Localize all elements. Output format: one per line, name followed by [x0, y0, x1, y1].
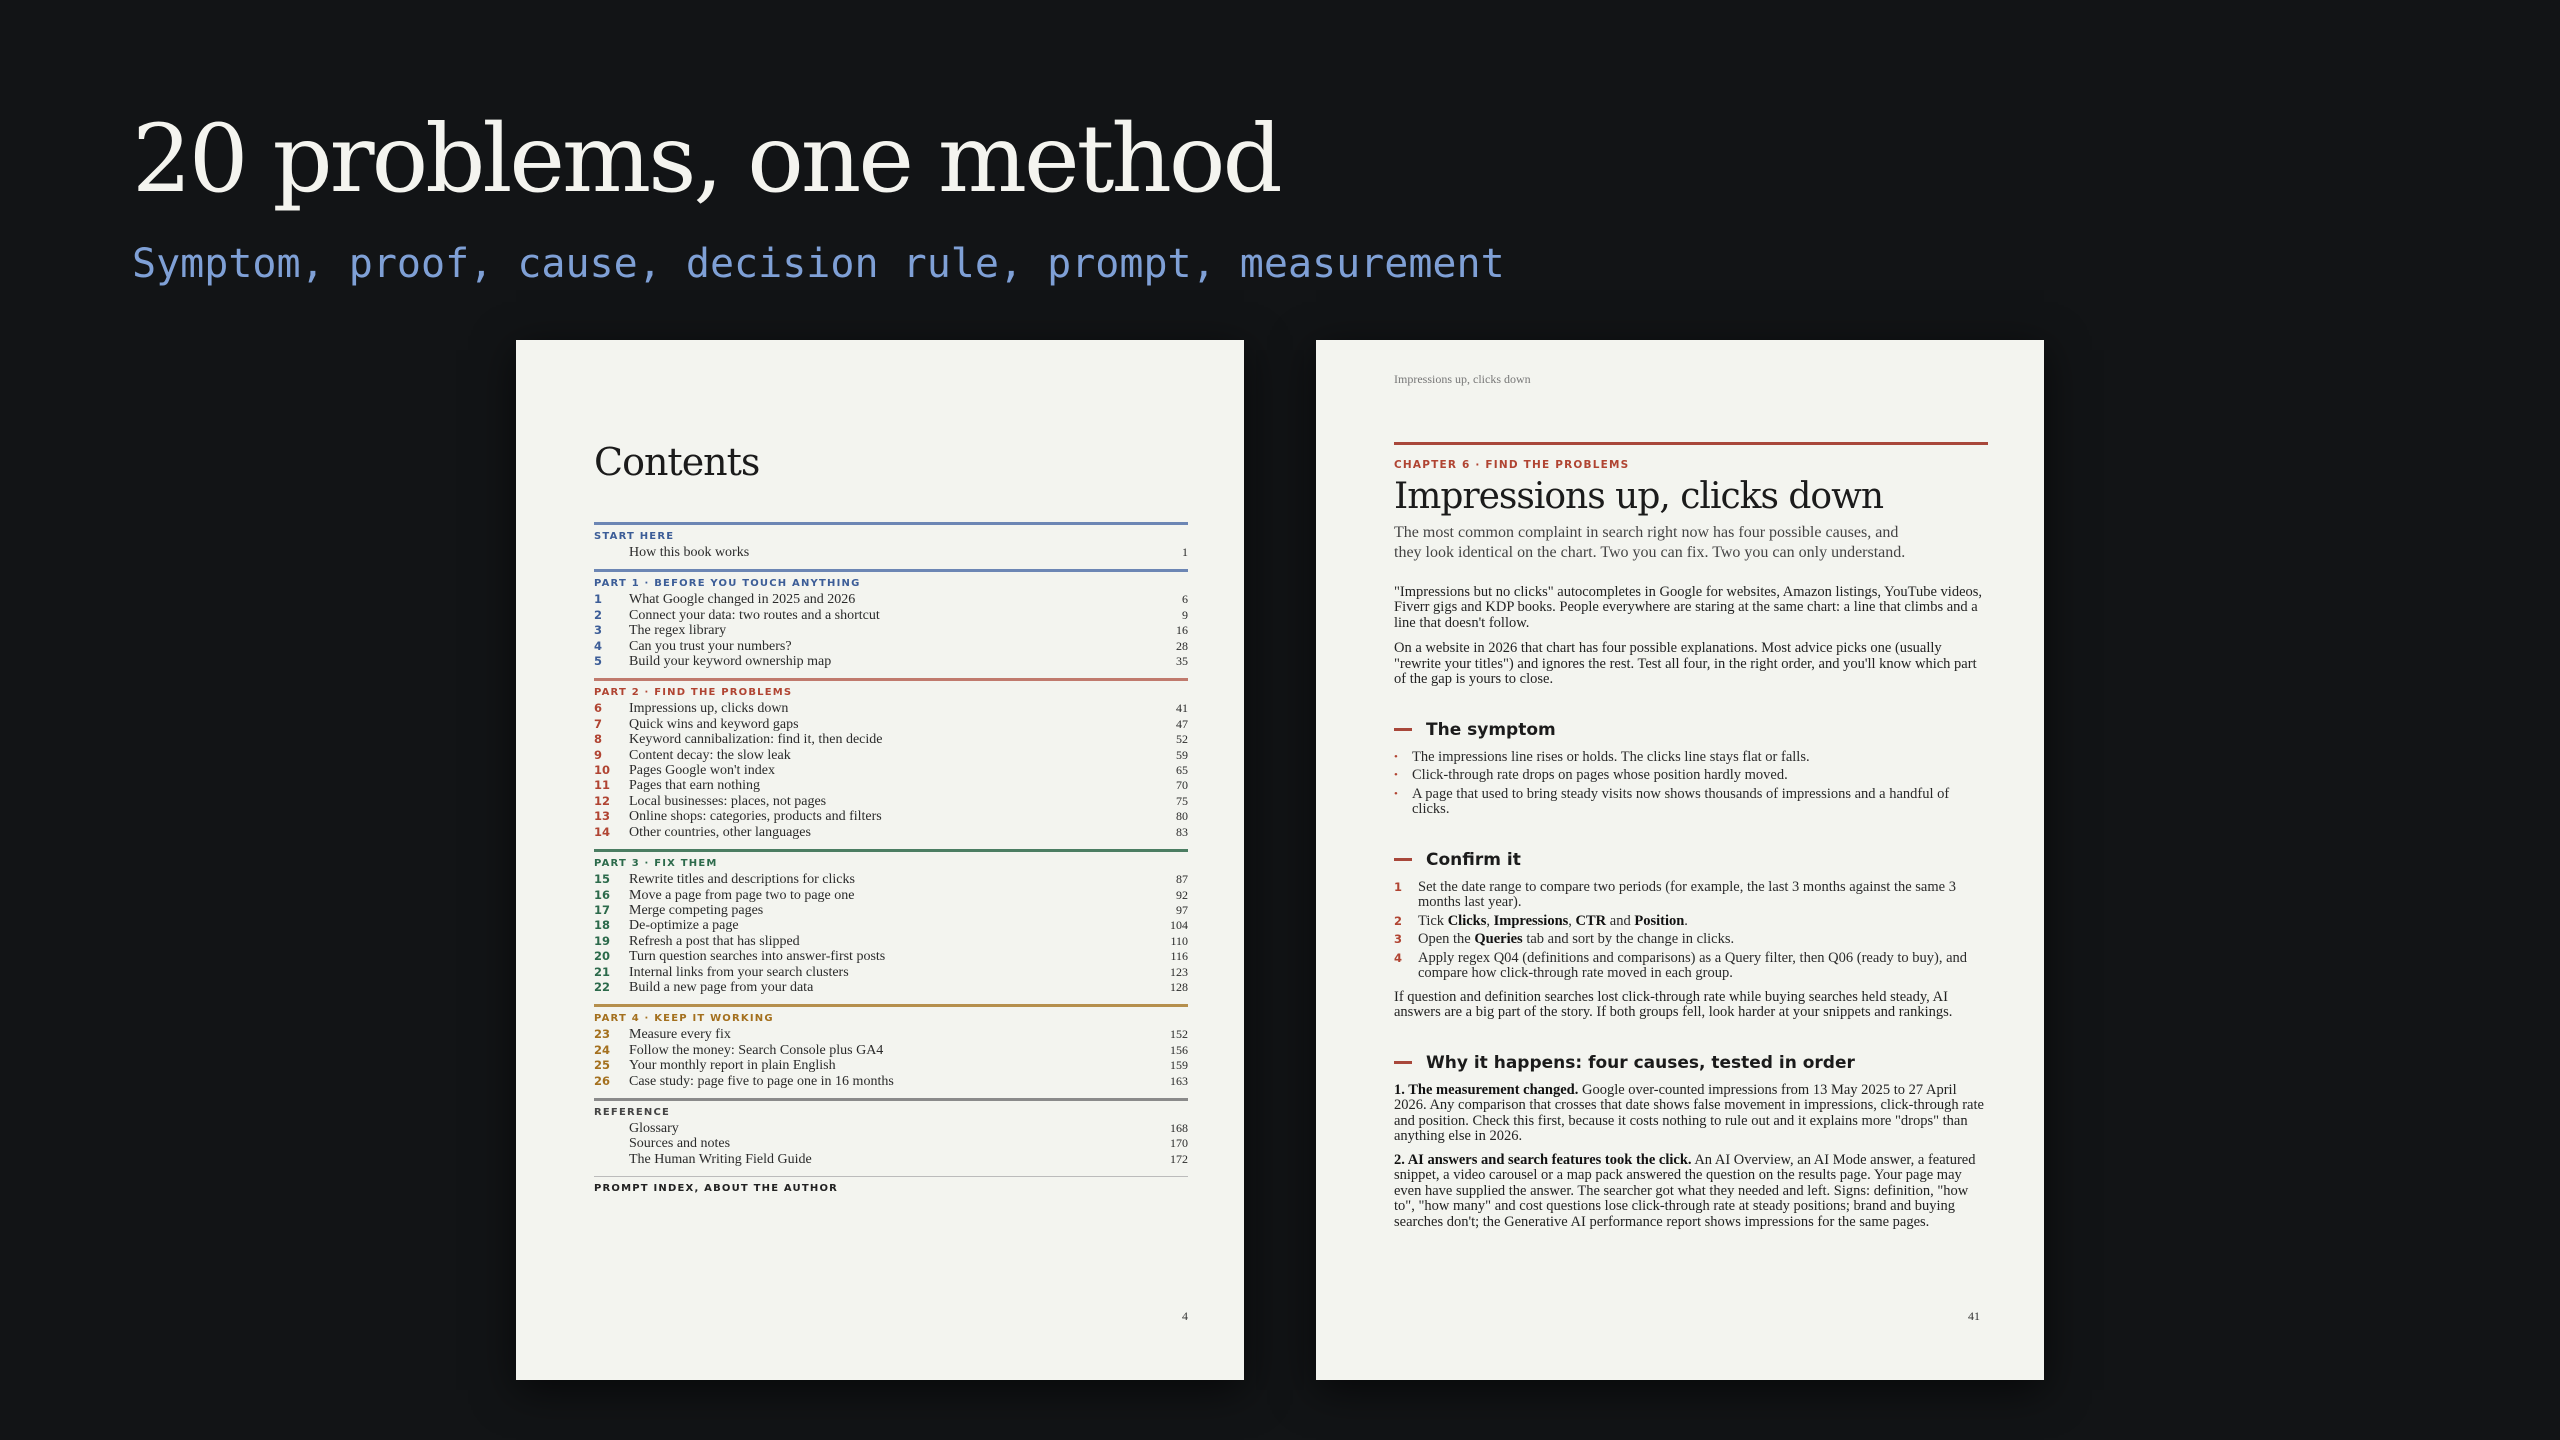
toc-entry-page: 65 [1176, 763, 1188, 778]
toc-entry-page: 16 [1176, 623, 1188, 638]
toc-entry-title: Glossary [629, 1120, 679, 1136]
chapter-paragraph: On a website in 2026 that chart has four possible explanations. Most advice picks one (usually "rewrite your titles") and ignores the rest. Test all four, in the right order, and you'll know which part of the gap is yours to close. [1394, 640, 1977, 688]
toc-entry-title: Connect your data: two routes and a shortcut [629, 607, 880, 623]
chapter-rule [1394, 442, 1988, 445]
toc-entry-number: 1 [594, 592, 603, 607]
toc-entry[interactable] [594, 1121, 1188, 1136]
toc-entry[interactable] [594, 888, 1188, 903]
toc-entry-number: 9 [594, 747, 603, 762]
toc-section-label: REFERENCE [594, 1106, 671, 1118]
toc-entry[interactable] [594, 592, 1188, 607]
section-heading-text: The symptom [1426, 719, 1556, 740]
toc-section [594, 1098, 1188, 1167]
toc-entry-number [594, 1152, 629, 1167]
toc-section [594, 569, 1188, 669]
section-heading-symptom [1394, 720, 1988, 740]
toc-entry-number: 19 [594, 933, 611, 948]
toc-entry-number: 5 [594, 654, 603, 669]
toc-entry-title: Refresh a post that has slipped [629, 933, 800, 949]
toc-entry-page: 159 [1170, 1058, 1188, 1073]
toc-entry-title: Build your keyword ownership map [629, 654, 832, 670]
toc-entry-number: 20 [594, 949, 611, 964]
toc-entry[interactable] [594, 608, 1188, 623]
section-heading-confirm [1394, 850, 1988, 870]
toc-entry[interactable] [594, 763, 1188, 778]
confirm-note: If question and definition searches lost click-through rate while buying searches held steady, AI answers are a big part of the story. If both groups fell, look harder at your snippets and rankings. [1394, 988, 1953, 1021]
toc-entry-title: Online shops: categories, products and filters [629, 809, 882, 825]
toc-section [594, 678, 1188, 840]
toc-entry-page: 41 [1176, 701, 1188, 716]
toc-section-label: PART 2 · FIND THE PROBLEMS [594, 687, 793, 699]
toc-entry-number: 7 [594, 716, 603, 731]
toc-entry-page: 83 [1176, 824, 1188, 839]
toc-entry-title: Rewrite titles and descriptions for clicks [629, 872, 855, 888]
toc-entry-number: 8 [594, 732, 603, 747]
toc-entry-page: 52 [1176, 732, 1188, 747]
toc-entry-title: Your monthly report in plain English [629, 1058, 836, 1074]
toc-entry-page: 97 [1176, 902, 1188, 917]
toc-section-label: PART 1 · BEFORE YOU TOUCH ANYTHING [594, 578, 861, 590]
section-heading-causes [1394, 1053, 1988, 1073]
toc-entry-page: 6 [1182, 592, 1188, 607]
toc-entry[interactable] [594, 701, 1188, 716]
toc-entry-number [594, 1136, 629, 1151]
toc-entry[interactable] [594, 1058, 1188, 1073]
toc-entry-number: 10 [594, 763, 611, 778]
toc-entry-number: 25 [594, 1058, 611, 1073]
toc-entry-title: What Google changed in 2025 and 2026 [629, 592, 856, 608]
toc-entry-title: Follow the money: Search Console plus GA4 [629, 1042, 884, 1058]
toc-entry-title: How this book works [629, 545, 750, 560]
toc-entry[interactable] [594, 623, 1188, 638]
toc-entry[interactable] [594, 965, 1188, 980]
list-item-text: A page that used to bring steady visits now shows thousands of impressions and a handful of clicks. [1412, 785, 1950, 818]
toc-entry[interactable] [594, 980, 1188, 995]
step-text: Tick Clicks, Impressions, CTR and Position. [1418, 912, 1688, 929]
step-text: Open the Queries tab and sort by the change in clicks. [1418, 931, 1735, 948]
toc-entry-page: 35 [1176, 654, 1188, 669]
list-item [1394, 768, 1988, 784]
toc-entry-title: Internal links from your search clusters [629, 964, 849, 980]
page-number: 4 [1182, 1309, 1188, 1323]
toc-entry-page: 59 [1176, 747, 1188, 762]
toc-entry-number: 6 [594, 701, 603, 716]
toc-entry-page: 104 [1170, 918, 1188, 933]
cause-paragraph: 1. The measurement changed. Google over-counted impressions from 13 May 2025 to 27 April 2026. Any comparison that crosses that date shows false movement in impressions, click-through rate and position. Check this first, because it costs nothing to rule out and it explains more "drops" than anything else in 2026. [1394, 1081, 1984, 1145]
table-of-contents [594, 522, 1188, 1194]
toc-entry-title: Other countries, other languages [629, 824, 811, 840]
toc-entry-title: Content decay: the slow leak [629, 747, 791, 763]
toc-entry-page: 9 [1182, 607, 1188, 622]
toc-entry[interactable] [594, 748, 1188, 763]
toc-entry-number [594, 1121, 629, 1136]
toc-entry-number: 17 [594, 902, 611, 917]
toc-entry-title: Quick wins and keyword gaps [629, 716, 799, 732]
toc-entry-number: 4 [594, 638, 603, 653]
step-text: Set the date range to compare two periods (for example, the last 3 months against the same 3 months last year). [1418, 878, 1956, 911]
toc-entry[interactable] [594, 717, 1188, 732]
toc-entry-page: 152 [1170, 1027, 1188, 1042]
toc-entry[interactable] [594, 639, 1188, 654]
section-heading-text: Confirm it [1426, 849, 1521, 870]
toc-entry-number: 18 [594, 918, 611, 933]
toc-entry-page: 80 [1176, 809, 1188, 824]
toc-entry[interactable] [594, 825, 1188, 840]
toc-section-label: START HERE [594, 531, 675, 542]
step-number: 4 [1394, 950, 1403, 965]
toc-entry-page: 110 [1170, 933, 1188, 948]
bullet-icon: • [1394, 750, 1398, 763]
step-item [1394, 914, 1988, 930]
toc-entry[interactable] [594, 903, 1188, 918]
page-number: 41 [1968, 1309, 1980, 1323]
toc-entry[interactable] [594, 1074, 1188, 1089]
toc-entry-number: 22 [594, 979, 611, 994]
toc-entry-title: Local businesses: places, not pages [629, 793, 827, 809]
cause-paragraph: 2. AI answers and search features took the click. An AI Overview, an AI Mode answer, a featured snippet, a video carousel or a map pack answered the question on the results page. Your page may even have supplied the answer. The searcher got what they needed and left. Signs: definition, "how to", "how many" and cost questions lose click-through rate at steady positions; brand and buying searches don't; the Generative AI performance report shows impressions for the same pages. [1394, 1151, 1976, 1230]
toc-entry-number: 2 [594, 607, 603, 622]
toc-entry-title: Impressions up, clicks down [629, 701, 789, 717]
toc-entry[interactable] [594, 872, 1188, 887]
toc-entry-title: Build a new page from your data [629, 979, 814, 995]
list-item [1394, 787, 1988, 818]
contents-page [516, 340, 1244, 1380]
toc-entry-page: 123 [1170, 964, 1188, 979]
step-number: 3 [1394, 932, 1403, 947]
toc-entry-page: 168 [1170, 1120, 1188, 1135]
toc-entry-title: Can you trust your numbers? [629, 638, 792, 654]
toc-entry-number: 21 [594, 964, 611, 979]
toc-entry-page: 47 [1176, 716, 1188, 731]
toc-entry[interactable] [594, 794, 1188, 809]
step-text: Apply regex Q04 (definitions and comparisons) as a Query filter, then Q06 (ready to buy), and compare how click-through rate moved in each group. [1418, 949, 1968, 982]
toc-entry-page: 70 [1176, 778, 1188, 793]
toc-entry[interactable] [594, 918, 1188, 933]
toc-entry-page: 156 [1170, 1042, 1188, 1057]
toc-entry-page: 128 [1170, 979, 1188, 994]
toc-entry-title: Move a page from page two to page one [629, 887, 855, 903]
toc-entry-number: 11 [594, 778, 611, 793]
toc-entry-page: 116 [1170, 949, 1188, 964]
toc-entry-number: 26 [594, 1073, 611, 1088]
toc-entry-number: 13 [594, 809, 611, 824]
toc-entry-number: 24 [594, 1042, 611, 1057]
toc-entry-number: 16 [594, 887, 611, 902]
step-item [1394, 880, 1988, 911]
contents-title: Contents [594, 440, 760, 484]
heading-dash [1394, 1061, 1412, 1064]
toc-entry-number: 3 [594, 623, 603, 638]
step-item [1394, 932, 1988, 948]
heading-dash [1394, 728, 1412, 731]
toc-entry-title: Turn question searches into answer-first posts [629, 949, 886, 965]
toc-section-label: PART 4 · KEEP IT WORKING [594, 1013, 774, 1025]
step-number: 2 [1394, 913, 1403, 928]
toc-entry-page: 163 [1170, 1073, 1188, 1088]
toc-final-entry[interactable]: PROMPT INDEX, ABOUT THE AUTHOR [594, 1176, 1188, 1194]
toc-entry[interactable] [594, 1152, 1188, 1167]
toc-entry[interactable] [594, 732, 1188, 747]
toc-entry-page: 75 [1176, 793, 1188, 808]
toc-entry-number: 23 [594, 1027, 611, 1042]
toc-entry-number: 15 [594, 872, 611, 887]
toc-entry[interactable] [594, 1136, 1188, 1151]
toc-entry-title: Keyword cannibalization: find it, then decide [629, 732, 883, 748]
toc-entry[interactable] [594, 949, 1188, 964]
toc-entry-title: Pages that earn nothing [629, 778, 761, 794]
bullet-icon: • [1394, 787, 1398, 800]
step-number: 1 [1394, 879, 1403, 894]
chapter-paragraph: "Impressions but no clicks" autocompletes in Google for websites, Amazon listings, YouTube videos, Fiverr gigs and KDP books. People everywhere are staring at the same chart: a line that climbs and a line that doesn't follow. [1394, 583, 1983, 631]
toc-entry[interactable] [594, 654, 1188, 669]
toc-entry-page: 172 [1170, 1151, 1188, 1166]
slide-subtitle: Symptom, proof, cause, decision rule, prompt, measurement [132, 241, 1505, 287]
toc-entry-title: De-optimize a page [629, 918, 739, 934]
toc-entry-title: Sources and notes [629, 1136, 731, 1152]
toc-section-label: PART 3 · FIX THEM [594, 858, 718, 870]
toc-entry-number [594, 545, 629, 560]
chapter-label: CHAPTER 6 · FIND THE PROBLEMS [1394, 459, 1630, 471]
toc-entry-page: 1 [1182, 545, 1188, 559]
chapter-page [1316, 340, 2044, 1380]
toc-entry-page: 170 [1170, 1136, 1188, 1151]
toc-entry[interactable] [594, 545, 1188, 560]
toc-entry-title: Pages Google won't index [629, 763, 776, 779]
toc-entry-number: 12 [594, 793, 611, 808]
toc-entry-number: 14 [594, 824, 611, 839]
toc-entry[interactable] [594, 809, 1188, 824]
bullet-icon: • [1394, 769, 1398, 782]
toc-section [594, 522, 1188, 560]
running-head: Impressions up, clicks down [1394, 372, 1531, 386]
list-item-text: Click-through rate drops on pages whose position hardly moved. [1412, 767, 1788, 784]
toc-entry-page: 92 [1176, 887, 1188, 902]
toc-entry-page: 28 [1176, 638, 1188, 653]
chapter-title: Impressions up, clicks down [1394, 476, 1884, 517]
toc-entry[interactable] [594, 934, 1188, 949]
chapter-intro: The most common complaint in search right now has four possible causes, and they look identical on the chart. Two you can fix. Two you can only understand. [1394, 523, 1906, 561]
list-item [1394, 750, 1988, 766]
toc-entry-title: The Human Writing Field Guide [629, 1151, 812, 1167]
toc-entry[interactable] [594, 1027, 1188, 1042]
step-item [1394, 951, 1988, 982]
toc-entry-title: Measure every fix [629, 1027, 731, 1043]
section-heading-text: Why it happens: four causes, tested in order [1426, 1052, 1855, 1073]
toc-entry[interactable] [594, 778, 1188, 793]
toc-section [594, 849, 1188, 995]
toc-entry-page: 87 [1176, 872, 1188, 887]
chapter-body [1394, 442, 1988, 1238]
list-item-text: The impressions line rises or holds. The clicks line stays flat or falls. [1412, 748, 1810, 765]
toc-entry-title: The regex library [629, 623, 727, 639]
toc-entry-title: Case study: page five to page one in 16 months [629, 1073, 894, 1089]
toc-entry[interactable] [594, 1043, 1188, 1058]
heading-dash [1394, 858, 1412, 861]
toc-entry-title: Merge competing pages [629, 902, 764, 918]
slide-title: 20 problems, one method [132, 105, 1280, 214]
toc-section [594, 1004, 1188, 1089]
